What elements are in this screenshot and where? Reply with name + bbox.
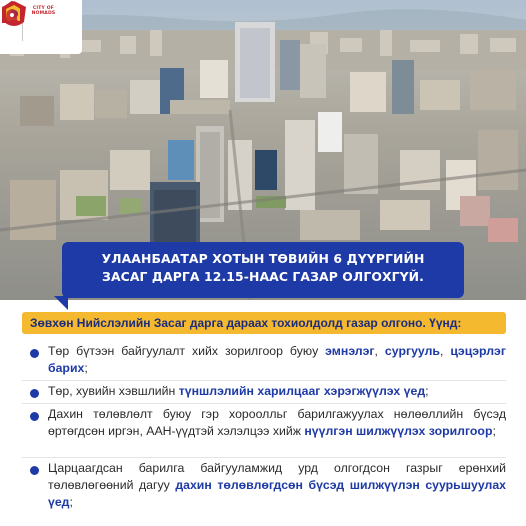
- bullet-1-end: ;: [84, 361, 88, 375]
- bullet-2-text: Төр, хувийн хэвшлийн: [48, 384, 179, 398]
- logo-panel: [0, 0, 82, 54]
- bullet-item-3: [48, 406, 506, 440]
- bullet-4-end: ;: [69, 495, 73, 509]
- city-of-nomads-icon: [0, 0, 24, 28]
- city-of-nomads-logo: [27, 5, 61, 49]
- bullet-dot-icon: [30, 389, 39, 398]
- bullet-1-sep-2: ,: [439, 344, 451, 358]
- bullet-item-4: [48, 460, 506, 511]
- bullet-divider: [22, 403, 506, 404]
- bullet-divider: [22, 457, 506, 458]
- bullet-dot-icon: [30, 466, 39, 475]
- bullet-item-1: [48, 343, 506, 377]
- logo-city-text: CITY OF NOMADS: [31, 6, 56, 16]
- bullet-1-text: Төр бүтээн байгуулалт хийх зорилгоор буюу: [48, 344, 326, 358]
- bullet-divider: [22, 380, 506, 381]
- bullet-2-end: ;: [425, 384, 429, 398]
- title-banner: [62, 242, 464, 298]
- bullet-item-2: [48, 383, 506, 400]
- bullet-3-text: Дахин төлөвлөлт буюу гэр хороолльг барилгажуулах нөлөөллийн бүсэд өртөгдсөн иргэн, ААН-үүдтэй хэлэлцээ хийж: [48, 407, 506, 438]
- bullet-2-highlight: түншлэлийн харилцааг хэрэгжүүлэх үед: [178, 384, 426, 398]
- intro-strip: Зөвхөн Нийслэлийн Засаг дарга дараах тохиолдолд газар олгоно. Үүнд:: [22, 312, 506, 334]
- bullet-1-highlight-hospital: эмнэлэг: [325, 344, 375, 358]
- title-line-2: ЗАСАГ ДАРГА 12.15-НААС ГАЗАР ОЛГОХГҮЙ.: [102, 269, 424, 284]
- bullet-1-sep: ,: [374, 344, 385, 358]
- bullet-1-highlight-kindergarten: цэцэрлэг барих: [48, 344, 506, 375]
- bullet-dot-icon: [30, 412, 39, 421]
- page-title: [62, 250, 464, 286]
- bullet-4-highlight: дахин төлөвлөгдсөн бүсэд шилжүүлэн суурьшуулах үед: [48, 478, 506, 509]
- bullet-1-highlight-school: сургууль: [384, 344, 440, 358]
- bullet-4-text: Царцаагдсан барилга байгууламжид урд олгогдсон газрыг ерөнхий төлөвлөгөөний дагуу: [48, 461, 506, 492]
- bullet-3-end: ;: [492, 424, 496, 438]
- title-line-1: УЛААНБААТАР ХОТЫН ТӨВИЙН 6 ДҮҮРГИЙН: [101, 251, 425, 266]
- bullet-3-highlight: нүүлгэн шилжүүлэх зорилгоор: [304, 424, 493, 438]
- bullet-dot-icon: [30, 349, 39, 358]
- banner-pointer: [54, 296, 68, 310]
